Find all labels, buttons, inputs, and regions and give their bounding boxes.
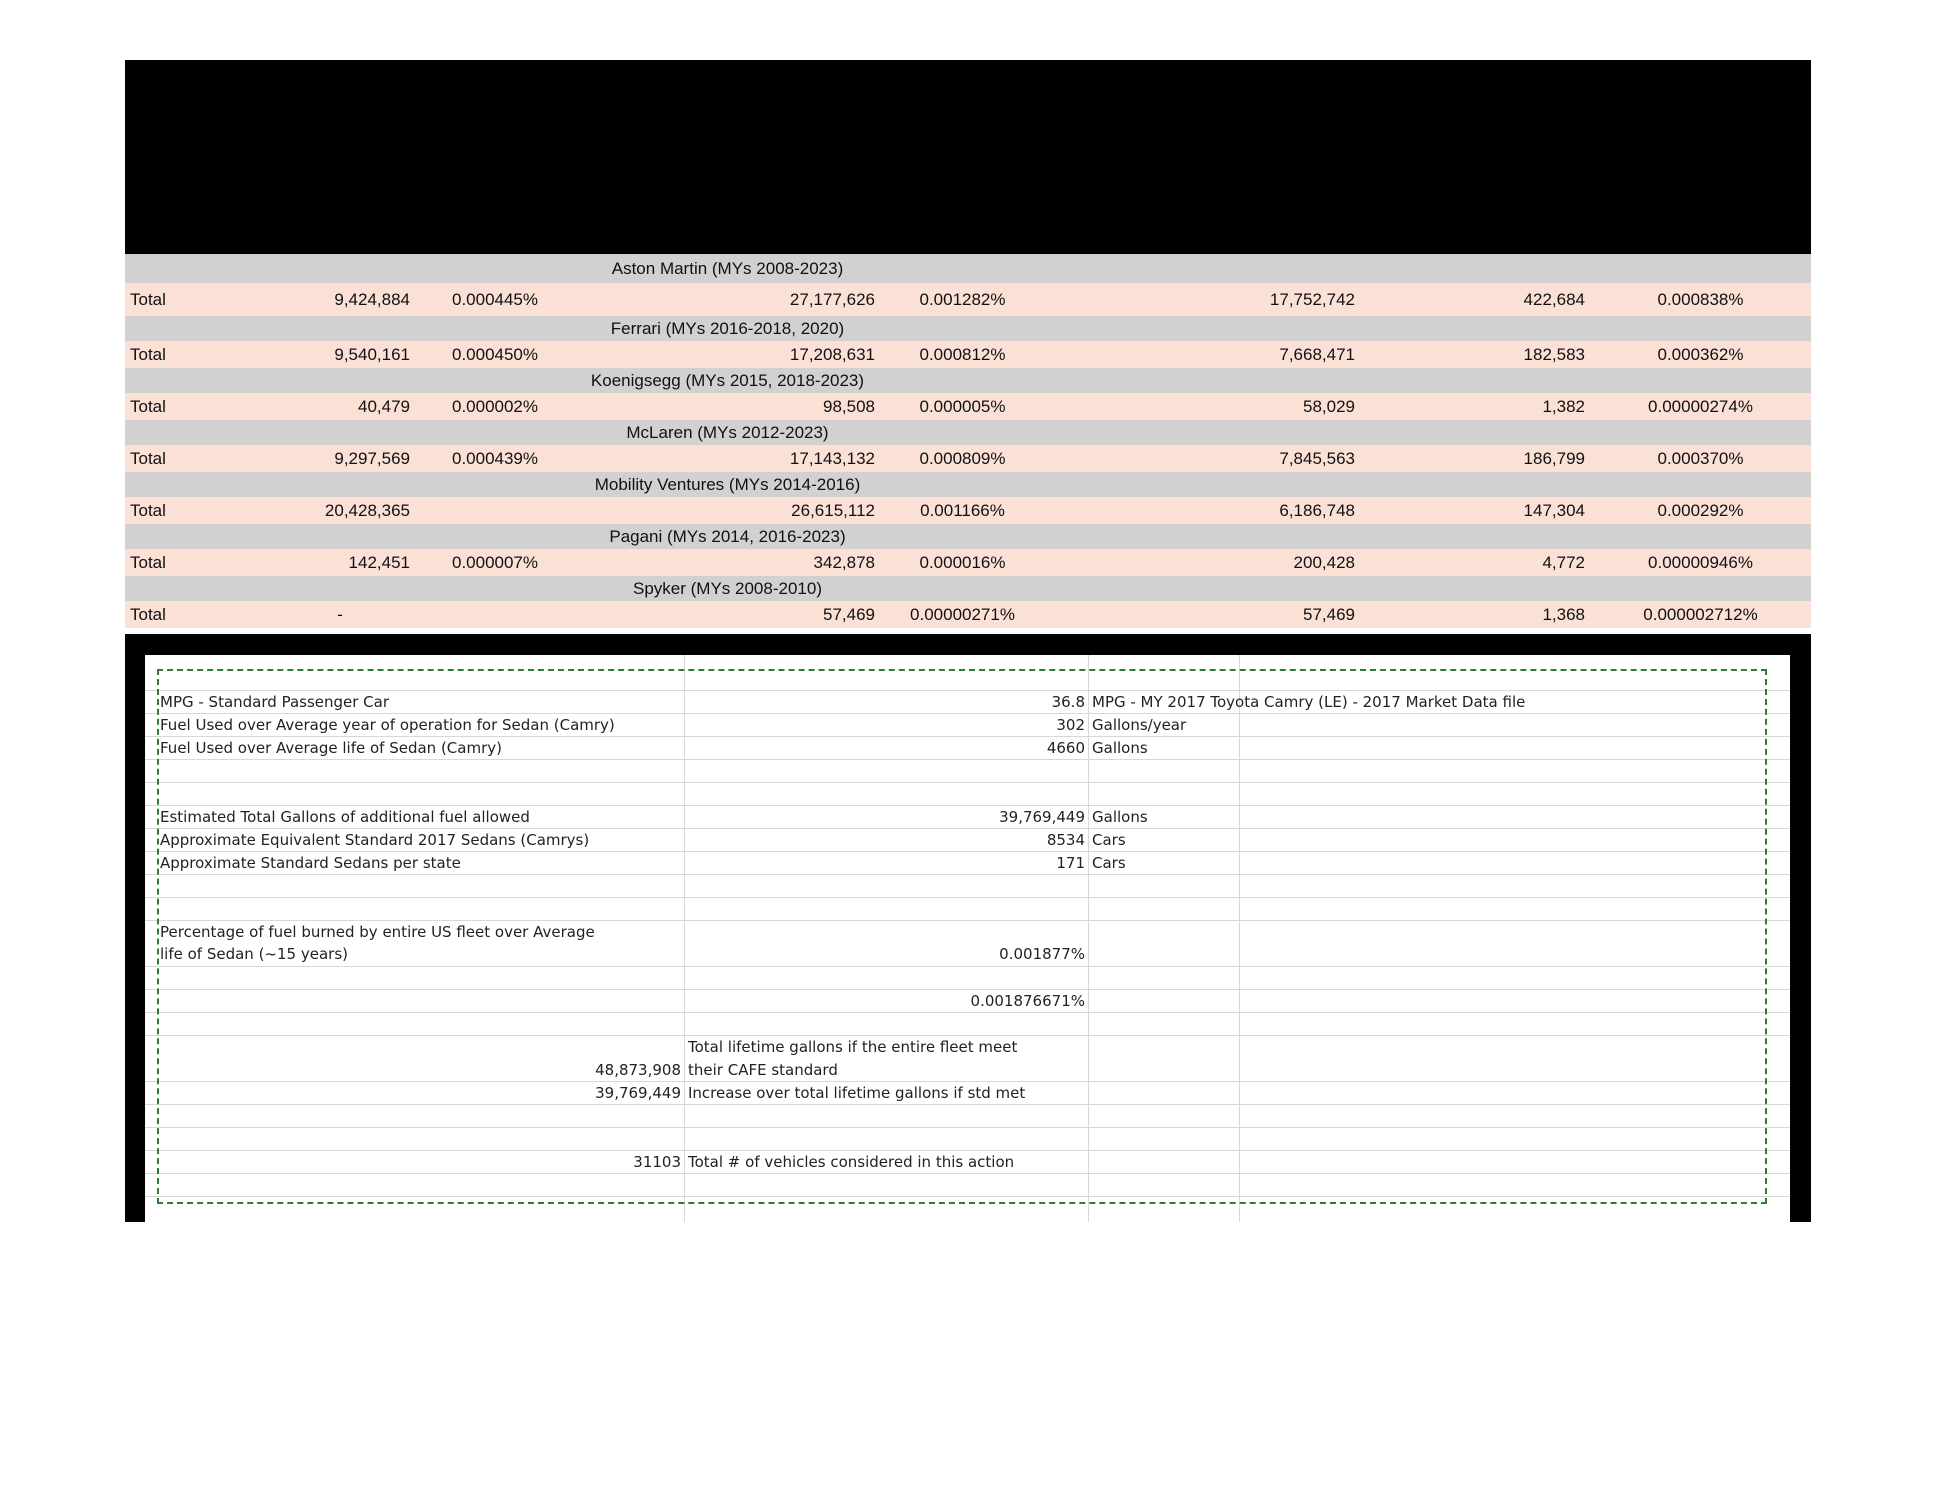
row-label: Total	[125, 341, 265, 368]
empty-cell	[265, 316, 415, 341]
empty-cell	[265, 254, 415, 283]
empty-cell	[125, 576, 265, 601]
manufacturer-header-row	[125, 368, 1811, 393]
manufacturer-header-row	[125, 472, 1811, 497]
equiv-sedans-value: 8534	[1046, 831, 1085, 849]
empty-cell	[1360, 576, 1590, 601]
manufacturer-header-row	[125, 420, 1811, 445]
est-total-unit: Gallons	[1092, 808, 1148, 826]
empty-cell	[265, 420, 415, 445]
value-cell-v6: 186,799	[1360, 445, 1590, 472]
row-label: Total	[125, 283, 265, 316]
row-label: Total	[125, 497, 265, 524]
value-cell-v1: 20,428,365	[265, 497, 415, 524]
empty-cell	[1360, 254, 1590, 283]
value-cell-v6: 147,304	[1360, 497, 1590, 524]
manufacturer-name-text: Aston Martin (MYs 2008-2023)	[611, 258, 844, 278]
value-cell-v2	[415, 601, 575, 628]
pct-value-precise: 0.001876671%	[970, 992, 1085, 1010]
row-label: Total	[125, 393, 265, 420]
value-cell-v2: 0.000007%	[415, 549, 575, 576]
empty-cell	[125, 368, 265, 393]
value-cell-v3: 26,615,112	[575, 497, 880, 524]
value-cell-v5: 7,668,471	[1045, 341, 1360, 368]
empty-cell	[1045, 576, 1360, 601]
empty-cell	[1045, 254, 1360, 283]
manufacturer-name	[575, 524, 880, 549]
value-cell-v4: 0.000812%	[880, 341, 1045, 368]
value-cell-v7: 0.000002712%	[1590, 601, 1811, 628]
pct-label-line1: Percentage of fuel burned by entire US fleet over Average	[160, 923, 595, 941]
fuel-year-value: 302	[1056, 716, 1085, 734]
empty-cell	[1045, 420, 1360, 445]
empty-cell	[1360, 368, 1590, 393]
manufacturer-total-row	[125, 283, 1811, 316]
value-cell-v4: 0.001282%	[880, 283, 1045, 316]
fuel-life-unit: Gallons	[1092, 739, 1148, 757]
manufacturer-header-row	[125, 524, 1811, 549]
value-cell-v5: 7,845,563	[1045, 445, 1360, 472]
empty-cell	[1590, 524, 1811, 549]
value-cell-v4: 0.000809%	[880, 445, 1045, 472]
value-cell-v2: 0.000450%	[415, 341, 575, 368]
value-cell-v1: 9,540,161	[265, 341, 415, 368]
mpg-value: 36.8	[1051, 693, 1085, 711]
value-cell-v5: 57,469	[1045, 601, 1360, 628]
value-cell-v1: 9,297,569	[265, 445, 415, 472]
value-cell-v7: 0.000362%	[1590, 341, 1811, 368]
empty-cell	[125, 316, 265, 341]
per-state-unit: Cars	[1092, 854, 1126, 872]
value-cell-v2: 0.000439%	[415, 445, 575, 472]
mpg-label: MPG - Standard Passenger Car	[160, 693, 390, 711]
empty-cell	[1360, 472, 1590, 497]
manufacturer-summary-table	[125, 254, 1811, 628]
equiv-sedans-label: Approximate Equivalent Standard 2017 Sedans (Camrys)	[160, 831, 590, 849]
empty-cell	[1045, 368, 1360, 393]
fuel-year-label: Fuel Used over Average year of operation for Sedan (Camry)	[160, 716, 615, 734]
value-cell-v3: 57,469	[575, 601, 880, 628]
manufacturer-name	[575, 316, 880, 341]
manufacturer-total-row	[125, 445, 1811, 472]
empty-cell	[1045, 524, 1360, 549]
value-cell-v7: 0.000370%	[1590, 445, 1811, 472]
empty-cell	[1590, 254, 1811, 283]
value-cell-v7: 0.00000946%	[1590, 549, 1811, 576]
empty-cell	[265, 524, 415, 549]
manufacturer-name	[575, 368, 880, 393]
empty-cell	[1045, 316, 1360, 341]
fuel-calculation-sheet	[145, 655, 1790, 1222]
pct-label-line2: life of Sedan (~15 years)	[160, 945, 348, 963]
empty-cell	[125, 420, 265, 445]
manufacturer-name-text: Spyker (MYs 2008-2010)	[633, 578, 822, 598]
pct-value: 0.001877%	[999, 945, 1085, 963]
empty-cell	[265, 368, 415, 393]
increase-value: 39,769,449	[595, 1084, 681, 1102]
manufacturer-name	[575, 576, 880, 601]
manufacturer-total-row	[125, 601, 1811, 628]
value-cell-v5: 58,029	[1045, 393, 1360, 420]
value-cell-v6: 422,684	[1360, 283, 1590, 316]
est-total-value: 39,769,449	[999, 808, 1085, 826]
per-state-label: Approximate Standard Sedans per state	[160, 854, 461, 872]
value-cell-v4: 0.00000271%	[880, 601, 1045, 628]
lifetime-gallons-value: 48,873,908	[595, 1061, 681, 1079]
empty-cell	[1590, 576, 1811, 601]
manufacturer-name-text: Ferrari (MYs 2016-2018, 2020)	[610, 318, 845, 338]
lifetime-gallons-label-line2: their CAFE standard	[688, 1061, 838, 1079]
manufacturer-name	[575, 254, 880, 283]
vehicles-count-label: Total # of vehicles considered in this action	[688, 1153, 1015, 1171]
redacted-header-block	[125, 60, 1811, 254]
manufacturer-header-row	[125, 316, 1811, 341]
value-cell-v5: 17,752,742	[1045, 283, 1360, 316]
increase-label: Increase over total lifetime gallons if std met	[688, 1084, 1026, 1102]
est-total-label: Estimated Total Gallons of additional fuel allowed	[160, 808, 530, 826]
row-label: Total	[125, 601, 265, 628]
value-cell-v1: -	[265, 601, 415, 628]
value-cell-v3: 342,878	[575, 549, 880, 576]
manufacturer-name	[575, 420, 880, 445]
manufacturer-name-text: McLaren (MYs 2012-2023)	[626, 422, 829, 442]
fuel-life-label: Fuel Used over Average life of Sedan (Camry)	[160, 739, 502, 757]
value-cell-v4: 0.000016%	[880, 549, 1045, 576]
empty-cell	[1590, 316, 1811, 341]
fuel-life-value: 4660	[1046, 739, 1085, 757]
empty-cell	[1590, 420, 1811, 445]
value-cell-v3: 27,177,626	[575, 283, 880, 316]
value-cell-v7: 0.000838%	[1590, 283, 1811, 316]
row-label: Total	[125, 549, 265, 576]
manufacturer-header-row	[125, 576, 1811, 601]
value-cell-v3: 17,208,631	[575, 341, 880, 368]
empty-cell	[1045, 472, 1360, 497]
manufacturer-total-row	[125, 393, 1811, 420]
value-cell-v3: 17,143,132	[575, 445, 880, 472]
empty-cell	[265, 576, 415, 601]
manufacturer-name-text: Koenigsegg (MYs 2015, 2018-2023)	[590, 370, 865, 390]
value-cell-v6: 1,368	[1360, 601, 1590, 628]
empty-cell	[1590, 472, 1811, 497]
value-cell-v1: 9,424,884	[265, 283, 415, 316]
manufacturer-total-row	[125, 549, 1811, 576]
manufacturer-header-row	[125, 254, 1811, 283]
vehicles-count-value: 31103	[633, 1153, 681, 1171]
manufacturer-name	[575, 472, 880, 497]
value-cell-v7: 0.00000274%	[1590, 393, 1811, 420]
equiv-sedans-unit: Cars	[1092, 831, 1126, 849]
empty-cell	[1360, 524, 1590, 549]
empty-cell	[125, 472, 265, 497]
manufacturer-name-text: Mobility Ventures (MYs 2014-2016)	[594, 474, 861, 494]
lifetime-gallons-label-line1: Total lifetime gallons if the entire fleet meet	[688, 1038, 1018, 1056]
empty-cell	[1590, 368, 1811, 393]
value-cell-v6: 182,583	[1360, 341, 1590, 368]
per-state-value: 171	[1056, 854, 1085, 872]
manufacturer-total-row	[125, 341, 1811, 368]
value-cell-v3: 98,508	[575, 393, 880, 420]
value-cell-v1: 40,479	[265, 393, 415, 420]
manufacturer-total-row	[125, 497, 1811, 524]
empty-cell	[1360, 420, 1590, 445]
value-cell-v5: 200,428	[1045, 549, 1360, 576]
value-cell-v6: 4,772	[1360, 549, 1590, 576]
value-cell-v6: 1,382	[1360, 393, 1590, 420]
value-cell-v5: 6,186,748	[1045, 497, 1360, 524]
empty-cell	[265, 472, 415, 497]
value-cell-v4: 0.000005%	[880, 393, 1045, 420]
empty-cell	[125, 524, 265, 549]
value-cell-v7: 0.000292%	[1590, 497, 1811, 524]
empty-cell	[125, 254, 265, 283]
value-cell-v2	[415, 497, 575, 524]
value-cell-v2: 0.000002%	[415, 393, 575, 420]
manufacturer-name-text: Pagani (MYs 2014, 2016-2023)	[609, 526, 846, 546]
fuel-year-unit: Gallons/year	[1092, 716, 1187, 734]
value-cell-v2: 0.000445%	[415, 283, 575, 316]
empty-cell	[1360, 316, 1590, 341]
row-label: Total	[125, 445, 265, 472]
value-cell-v1: 142,451	[265, 549, 415, 576]
mpg-note: MPG - MY 2017 Toyota Camry (LE) - 2017 Market Data file	[1092, 693, 1526, 711]
value-cell-v4: 0.001166%	[880, 497, 1045, 524]
